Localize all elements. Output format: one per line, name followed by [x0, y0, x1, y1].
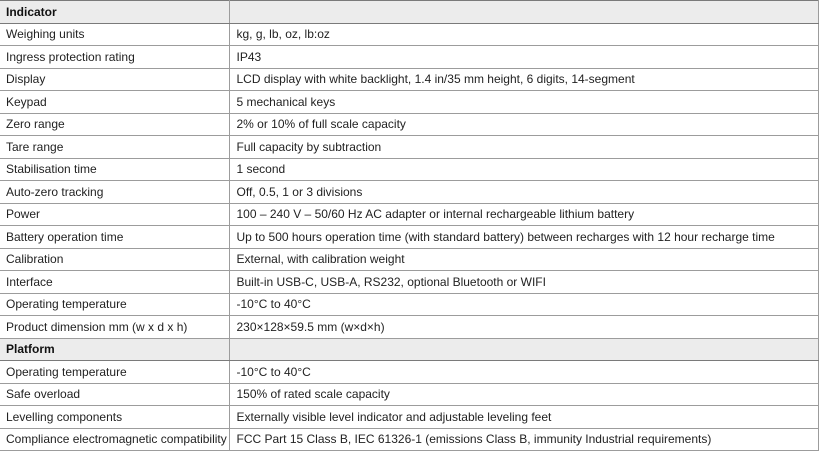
spec-value: Built-in USB-C, USB-A, RS232, optional Bluetooth or WIFI — [229, 271, 818, 294]
table-row — [0, 383, 818, 406]
spec-label: Operating temperature — [0, 293, 229, 316]
spec-label: Ingress protection rating — [0, 46, 229, 69]
table-row — [0, 271, 818, 294]
spec-label: Interface — [0, 271, 229, 294]
table-row — [0, 23, 818, 46]
spec-label: Safe overload — [0, 383, 229, 406]
spec-label: Display — [0, 68, 229, 91]
section-title: Indicator — [0, 1, 229, 24]
spec-label: Zero range — [0, 113, 229, 136]
table-row — [0, 181, 818, 204]
table-row — [0, 158, 818, 181]
specifications-table-body — [0, 1, 818, 451]
spec-value: LCD display with white backlight, 1.4 in/35 mm height, 6 digits, 14-segment — [229, 68, 818, 91]
spec-value: Off, 0.5, 1 or 3 divisions — [229, 181, 818, 204]
spec-label: Operating temperature — [0, 361, 229, 384]
spec-value: 1 second — [229, 158, 818, 181]
spec-value: 2% or 10% of full scale capacity — [229, 113, 818, 136]
table-row — [0, 293, 818, 316]
spec-label: Levelling components — [0, 406, 229, 429]
spec-value: 100 – 240 V – 50/60 Hz AC adapter or internal rechargeable lithium battery — [229, 203, 818, 226]
spec-label: Product dimension mm (w x d x h) — [0, 316, 229, 339]
spec-value: kg, g, lb, oz, lb:oz — [229, 23, 818, 46]
spec-value: -10°C to 40°C — [229, 293, 818, 316]
spec-label: Auto-zero tracking — [0, 181, 229, 204]
table-row — [0, 136, 818, 159]
section-header-empty-cell — [229, 1, 818, 24]
spec-label: Power — [0, 203, 229, 226]
spec-value: 230×128×59.5 mm (w×d×h) — [229, 316, 818, 339]
table-row — [0, 203, 818, 226]
spec-label: Calibration — [0, 248, 229, 271]
spec-value: -10°C to 40°C — [229, 361, 818, 384]
table-row — [0, 406, 818, 429]
spec-value: Full capacity by subtraction — [229, 136, 818, 159]
section-header-row — [0, 338, 818, 361]
spec-value: Externally visible level indicator and adjustable leveling feet — [229, 406, 818, 429]
spec-label: Battery operation time — [0, 226, 229, 249]
table-row — [0, 428, 818, 451]
spec-label: Compliance electromagnetic compatibility — [0, 428, 229, 451]
table-row — [0, 361, 818, 384]
spec-value: External, with calibration weight — [229, 248, 818, 271]
table-row — [0, 46, 818, 69]
spec-value: 5 mechanical keys — [229, 91, 818, 114]
spec-value: Up to 500 hours operation time (with standard battery) between recharges with 12 hour recharge time — [229, 226, 818, 249]
spec-value: FCC Part 15 Class B, IEC 61326-1 (emissions Class B, immunity Industrial requirements) — [229, 428, 818, 451]
spec-label: Keypad — [0, 91, 229, 114]
section-header-row — [0, 1, 818, 24]
table-row — [0, 91, 818, 114]
table-row — [0, 316, 818, 339]
section-header-empty-cell — [229, 338, 818, 361]
spec-label: Weighing units — [0, 23, 229, 46]
spec-label: Tare range — [0, 136, 229, 159]
table-row — [0, 68, 818, 91]
spec-label: Stabilisation time — [0, 158, 229, 181]
table-row — [0, 248, 818, 271]
spec-value: IP43 — [229, 46, 818, 69]
section-title: Platform — [0, 338, 229, 361]
table-row — [0, 226, 818, 249]
spec-value: 150% of rated scale capacity — [229, 383, 818, 406]
table-row — [0, 113, 818, 136]
